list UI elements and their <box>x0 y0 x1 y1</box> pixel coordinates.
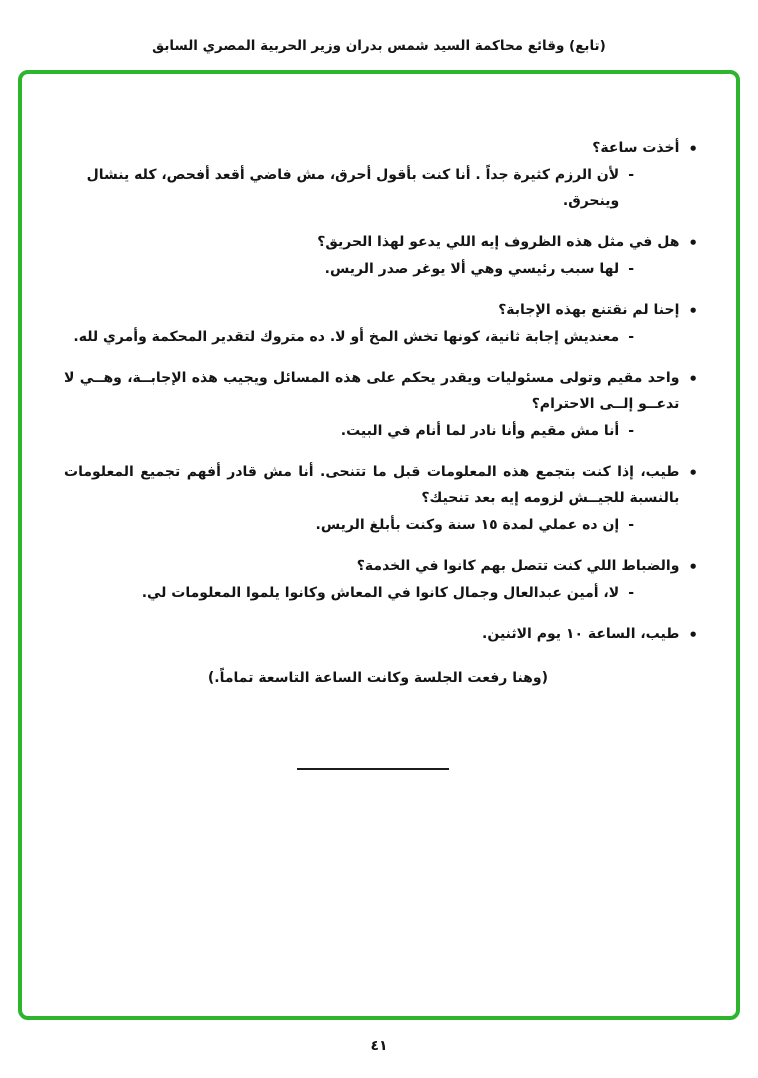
answer-text: معنديش إجابة ثانية، كونها تخش المخ أو لا. ده متروك لتقدير المحكمة وأمري لله. <box>73 329 620 346</box>
answer-row <box>64 163 634 215</box>
answer-dash: - <box>628 516 634 533</box>
question-row <box>64 298 698 324</box>
qa-item <box>64 554 698 607</box>
answer-dash: - <box>628 261 634 278</box>
answer-text: إن ده عملي لمدة ١٥ سنة وكنت بأبلغ الريس. <box>315 516 620 533</box>
bullet-icon: • <box>688 234 698 253</box>
bullet-icon: • <box>688 557 698 576</box>
question-row <box>64 230 698 256</box>
qa-item <box>64 136 698 215</box>
document-header: (تابع) وقائع محاكمة السيد شمس بدران وزير الحربية المصري السابق <box>152 38 606 54</box>
bullet-icon: • <box>688 625 698 644</box>
answer-row <box>64 257 634 283</box>
question-text: طيب، الساعة ١٠ يوم الاثنين. <box>482 625 680 642</box>
question-text: أخذت ساعة؟ <box>592 140 680 156</box>
question-row <box>64 622 698 648</box>
qa-item <box>64 460 698 539</box>
question-row <box>64 136 698 162</box>
answer-row <box>64 419 634 445</box>
page-number: ٤١ <box>370 1038 388 1054</box>
bullet-icon: • <box>688 140 698 158</box>
bullet-icon: • <box>688 302 698 321</box>
answer-row <box>64 513 634 539</box>
question-text: والضباط اللي كنت تتصل بهم كانوا في الخدمة؟ <box>356 557 680 574</box>
qa-item <box>64 298 698 351</box>
answer-text: لأن الرزم كثيرة جداً . أنا كنت بأقول أحرق، مش فاضي أقعد أفحص، كله ينشال وينحرق. <box>86 167 620 210</box>
qa-item <box>64 622 698 648</box>
qa-item <box>64 230 698 283</box>
bullet-icon: • <box>688 463 698 482</box>
answer-dash: - <box>628 167 634 184</box>
answer-text: لا، أمين عبدالعال وجمال كانوا في المعاش وكانوا يلموا المعلومات لي. <box>141 584 620 601</box>
qa-item <box>64 366 698 445</box>
separator-line <box>297 768 449 770</box>
closing-note: (وهنا رفعت الجلسة وكانت الساعة التاسعة تماماً.) <box>207 670 548 687</box>
question-text: إحنا لم نقتنع بهذه الإجابة؟ <box>498 302 680 319</box>
bullet-icon: • <box>688 370 698 389</box>
answer-dash: - <box>628 329 634 346</box>
answer-row <box>64 325 634 351</box>
answer-text: أنا مش مقيم وأنا نادر لما أنام في البيت. <box>340 423 620 440</box>
question-text: واحد مقيم وتولى مسئوليات ويقدر يحكم على هذه المسائل ويجيب هذه الإجابــة، وهــي لا تدعــو إلــى الاحترام؟ <box>64 370 680 413</box>
answer-dash: - <box>628 423 634 440</box>
answer-text: لها سبب رئيسي وهي ألا يوغر صدر الريس. <box>324 261 620 278</box>
question-row <box>64 554 698 580</box>
answer-dash: - <box>628 584 634 601</box>
question-row <box>64 460 698 512</box>
answer-row <box>64 581 634 607</box>
question-text: هل في مثل هذه الظروف إيه اللي يدعو لهذا الحريق؟ <box>317 234 680 251</box>
question-row <box>64 366 698 418</box>
content-frame <box>18 70 740 1020</box>
question-text: طيب، إذا كنت بتجمع هذه المعلومات قبل ما تتنحى. أنا مش قادر أفهم تجميع المعلومات بالنسبة للجيــش لزومه إيه بعد تنحيك؟ <box>64 463 680 506</box>
